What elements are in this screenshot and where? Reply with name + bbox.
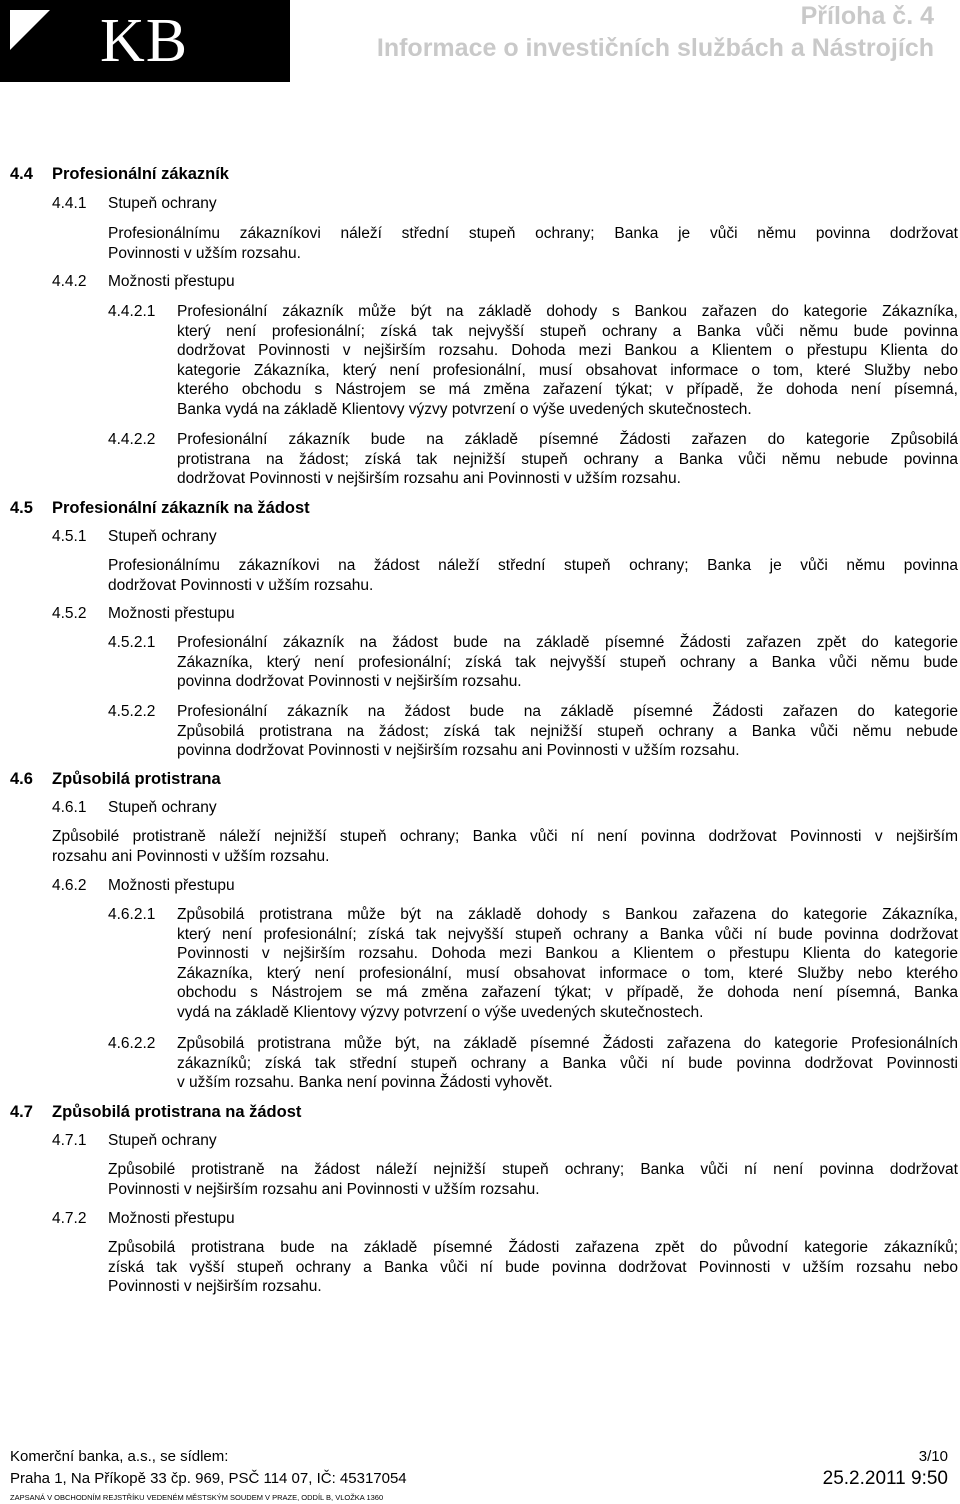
text-line: zákazníků; získá tak střední stupeň ochrany a Banka vůči ní bude povinna dodržovat Povinnosti [177,1054,958,1072]
text-line: Povinnosti v nejširším rozsahu. Dohoda mezi Bankou a Klientem o přestupu Klienta do kategorie [177,945,958,963]
section-4-6-2-1-text [177,905,958,1023]
section-4-7-2-number: 4.7.2 [52,1210,87,1227]
section-4-5-1-text [108,556,958,595]
section-4-7-number: 4.7 [10,1103,33,1121]
section-4-5-title: Profesionální zákazník na žádost [52,499,310,517]
text-line: Způsobilá protistrana může být, na základě písemné Žádosti zařazena do kategorie Profesionálních [177,1035,958,1052]
section-4-7-2-text [108,1238,958,1297]
section-4-6-number: 4.6 [10,770,33,788]
section-4-4-2-1-text [177,302,958,420]
section-4-4-1-number: 4.4.1 [52,195,87,212]
text-line: Profesionálnímu zákazníkovi na žádost náleží střední stupeň ochrany; Banka je vůči němu povinna [108,557,958,574]
section-4-7-1-title: Stupeň ochrany [108,1132,217,1149]
text-line: kterého obchodu s Nástrojem se má změna zařazení týkat; v případě, že dohoda není písemná, [177,381,958,399]
text-line: povinna dodržovat Povinnosti v nejširším rozsahu. [177,673,522,691]
text-line: Způsobilá protistrana může být na základě dohody s Bankou zařazena do kategorie Zákazníka, [177,906,958,923]
text-line: Způsobilé protistraně na žádost náleží nejnižší stupeň ochrany; Banka vůči ní není povinna dodržovat [108,1161,958,1178]
section-4-5-2-2-number: 4.5.2.2 [108,703,156,720]
section-4-4-title: Profesionální zákazník [52,165,229,183]
section-4-7-1-number: 4.7.1 [52,1132,87,1149]
text-line: Zákazníka, který není profesionální, musí obsahovat informace o tom, které Služby nebo kterého [177,964,958,982]
section-4-4-2-number: 4.4.2 [52,273,87,290]
text-line: Povinnosti v nejširším rozsahu ani Povinnosti v užším rozsahu. [108,1180,540,1198]
text-line: v užším rozsahu. Banka není povinna Žádosti vyhovět. [177,1074,553,1092]
text-line: vydá na základě Klientovy výzvy potvrzení o výše uvedených skutečnostech. [177,1003,704,1021]
text-line: Povinnosti v užším rozsahu. [108,244,301,262]
section-4-5-1-number: 4.5.1 [52,528,87,545]
text-line: dodržovat Povinnosti v nejširším rozsahu ani Povinnosti v užším rozsahu. [177,470,681,488]
section-4-4-number: 4.4 [10,165,33,183]
section-4-6-1-text [52,827,958,866]
section-4-6-1-title: Stupeň ochrany [108,799,217,816]
section-4-7-title: Způsobilá protistrana na žádost [52,1103,302,1121]
kb-logo [0,0,290,82]
text-line: Zákazníka, který není profesionální; získá tak nejvyšší stupeň ochrany a Banka vůči němu bude [177,653,958,671]
text-line: Způsobilé protistraně náleží nejnižší stupeň ochrany; Banka vůči ní není povinna dodržovat Povinnosti v nejširším [52,828,958,845]
print-date: 25.2.2011 9:50 [822,1468,948,1489]
footer-company: Komerční banka, a.s., se sídlem: [10,1448,229,1465]
section-4-5-1-title: Stupeň ochrany [108,528,217,545]
text-line: rozsahu ani Povinnosti v užším rozsahu. [52,847,330,865]
section-4-5-2-1-number: 4.5.2.1 [108,634,156,651]
section-4-7-2-title: Možnosti přestupu [108,1210,235,1227]
text-line: povinna dodržovat Povinnosti v nejširším rozsahu ani Povinnosti v užším rozsahu. [177,742,740,760]
page-number: 3/10 [918,1448,948,1465]
section-4-6-title: Způsobilá protistrana [52,770,221,788]
section-4-6-2-number: 4.6.2 [52,877,87,894]
text-line: Profesionální zákazník bude na základě písemné Žádosti zařazen do kategorie Způsobilá [177,431,958,448]
section-4-5-2-2-text [177,702,958,761]
section-4-4-2-1-number: 4.4.2.1 [108,303,156,320]
section-4-6-2-1-number: 4.6.2.1 [108,906,156,923]
section-4-5-2-1-text [177,633,958,692]
text-line: Povinnosti v nejširším rozsahu. [108,1278,322,1296]
footer-address: Praha 1, Na Příkopě 33 čp. 969, PSČ 114 07, IČ: 45317054 [10,1470,407,1487]
section-4-6-2-title: Možnosti přestupu [108,877,235,894]
header-title: Příloha č. 4 [800,2,934,30]
section-4-4-1-text [108,224,958,263]
section-4-6-2-2-number: 4.6.2.2 [108,1035,156,1052]
section-4-5-2-number: 4.5.2 [52,605,87,622]
header-subtitle: Informace o investičních službách a Nástrojích [376,34,934,62]
text-line: obchodu s Nástrojem se má změna zařazení týkat; v případě, že dohoda není písemná, Banka [177,984,958,1002]
text-line: Profesionální zákazník na žádost bude na základě písemné Žádosti zařazen zpět do kategorie [177,634,958,651]
text-line: dodržovat Povinnosti v užším rozsahu. [108,576,374,594]
section-4-4-2-2-number: 4.4.2.2 [108,431,156,448]
section-4-7-1-text [108,1160,958,1199]
logo-mark-icon [10,10,50,50]
section-4-5-number: 4.5 [10,499,33,517]
section-4-4-2-title: Možnosti přestupu [108,273,235,290]
text-line: získá tak vyšší stupeň ochrany a Banka vůči ní bude povinna dodržovat Povinnosti v užším rozsahu nebo [108,1258,958,1276]
text-line: Profesionální zákazník může být na základě dohody s Bankou zařazen do kategorie Zákazníka, [177,303,958,320]
section-4-4-1-title: Stupeň ochrany [108,195,217,212]
text-line: Profesionální zákazník na žádost bude na základě písemné Žádosti zařazen do kategorie [177,703,958,720]
section-4-5-2-title: Možnosti přestupu [108,605,235,622]
text-line: kategorie Zákazníka, který není profesionální, musí obsahovat informace o tom, které Služby nebo [177,361,958,379]
section-4-6-2-2-text [177,1034,958,1093]
text-line: který není profesionální; získá tak nejvyšší stupeň ochrany a Banka vůči němu bude povinna [177,322,958,340]
text-line: dodržovat Povinnosti v nejširším rozsahu. Dohoda mezi Bankou a Klientem o přestupu Klienta do [177,342,958,360]
text-line: Způsobilá protistrana bude na základě písemné Žádosti zařazena zpět do původní kategorie zákazníků; [108,1239,958,1256]
section-4-6-1-number: 4.6.1 [52,799,87,816]
section-4-4-2-2-text [177,430,958,489]
footer-register: ZAPSANÁ V OBCHODNÍM REJSTŘÍKU VEDENÉM MĚSTSKÝM SOUDEM V PRAZE, ODDÍL B, VLOŽKA 1360 [10,1493,384,1502]
text-line: Banka vydá na základě Klientovy výzvy potvrzení o výše uvedených skutečnostech. [177,400,752,418]
text-line: protistrana na žádost; získá tak nejnižší stupeň ochrany a Banka vůči němu nebude povinna [177,450,958,468]
logo-text: KB [100,7,189,75]
text-line: který není profesionální; získá tak nejvyšší stupeň ochrany a Banka vůči ní bude povinna dodržovat [177,925,958,943]
text-line: Profesionálnímu zákazníkovi náleží střední stupeň ochrany; Banka je vůči němu povinna dodržovat [108,225,958,242]
text-line: Způsobilá protistrana na žádost; získá tak nejnižší stupeň ochrany a Banka vůči němu nebude [177,722,958,740]
